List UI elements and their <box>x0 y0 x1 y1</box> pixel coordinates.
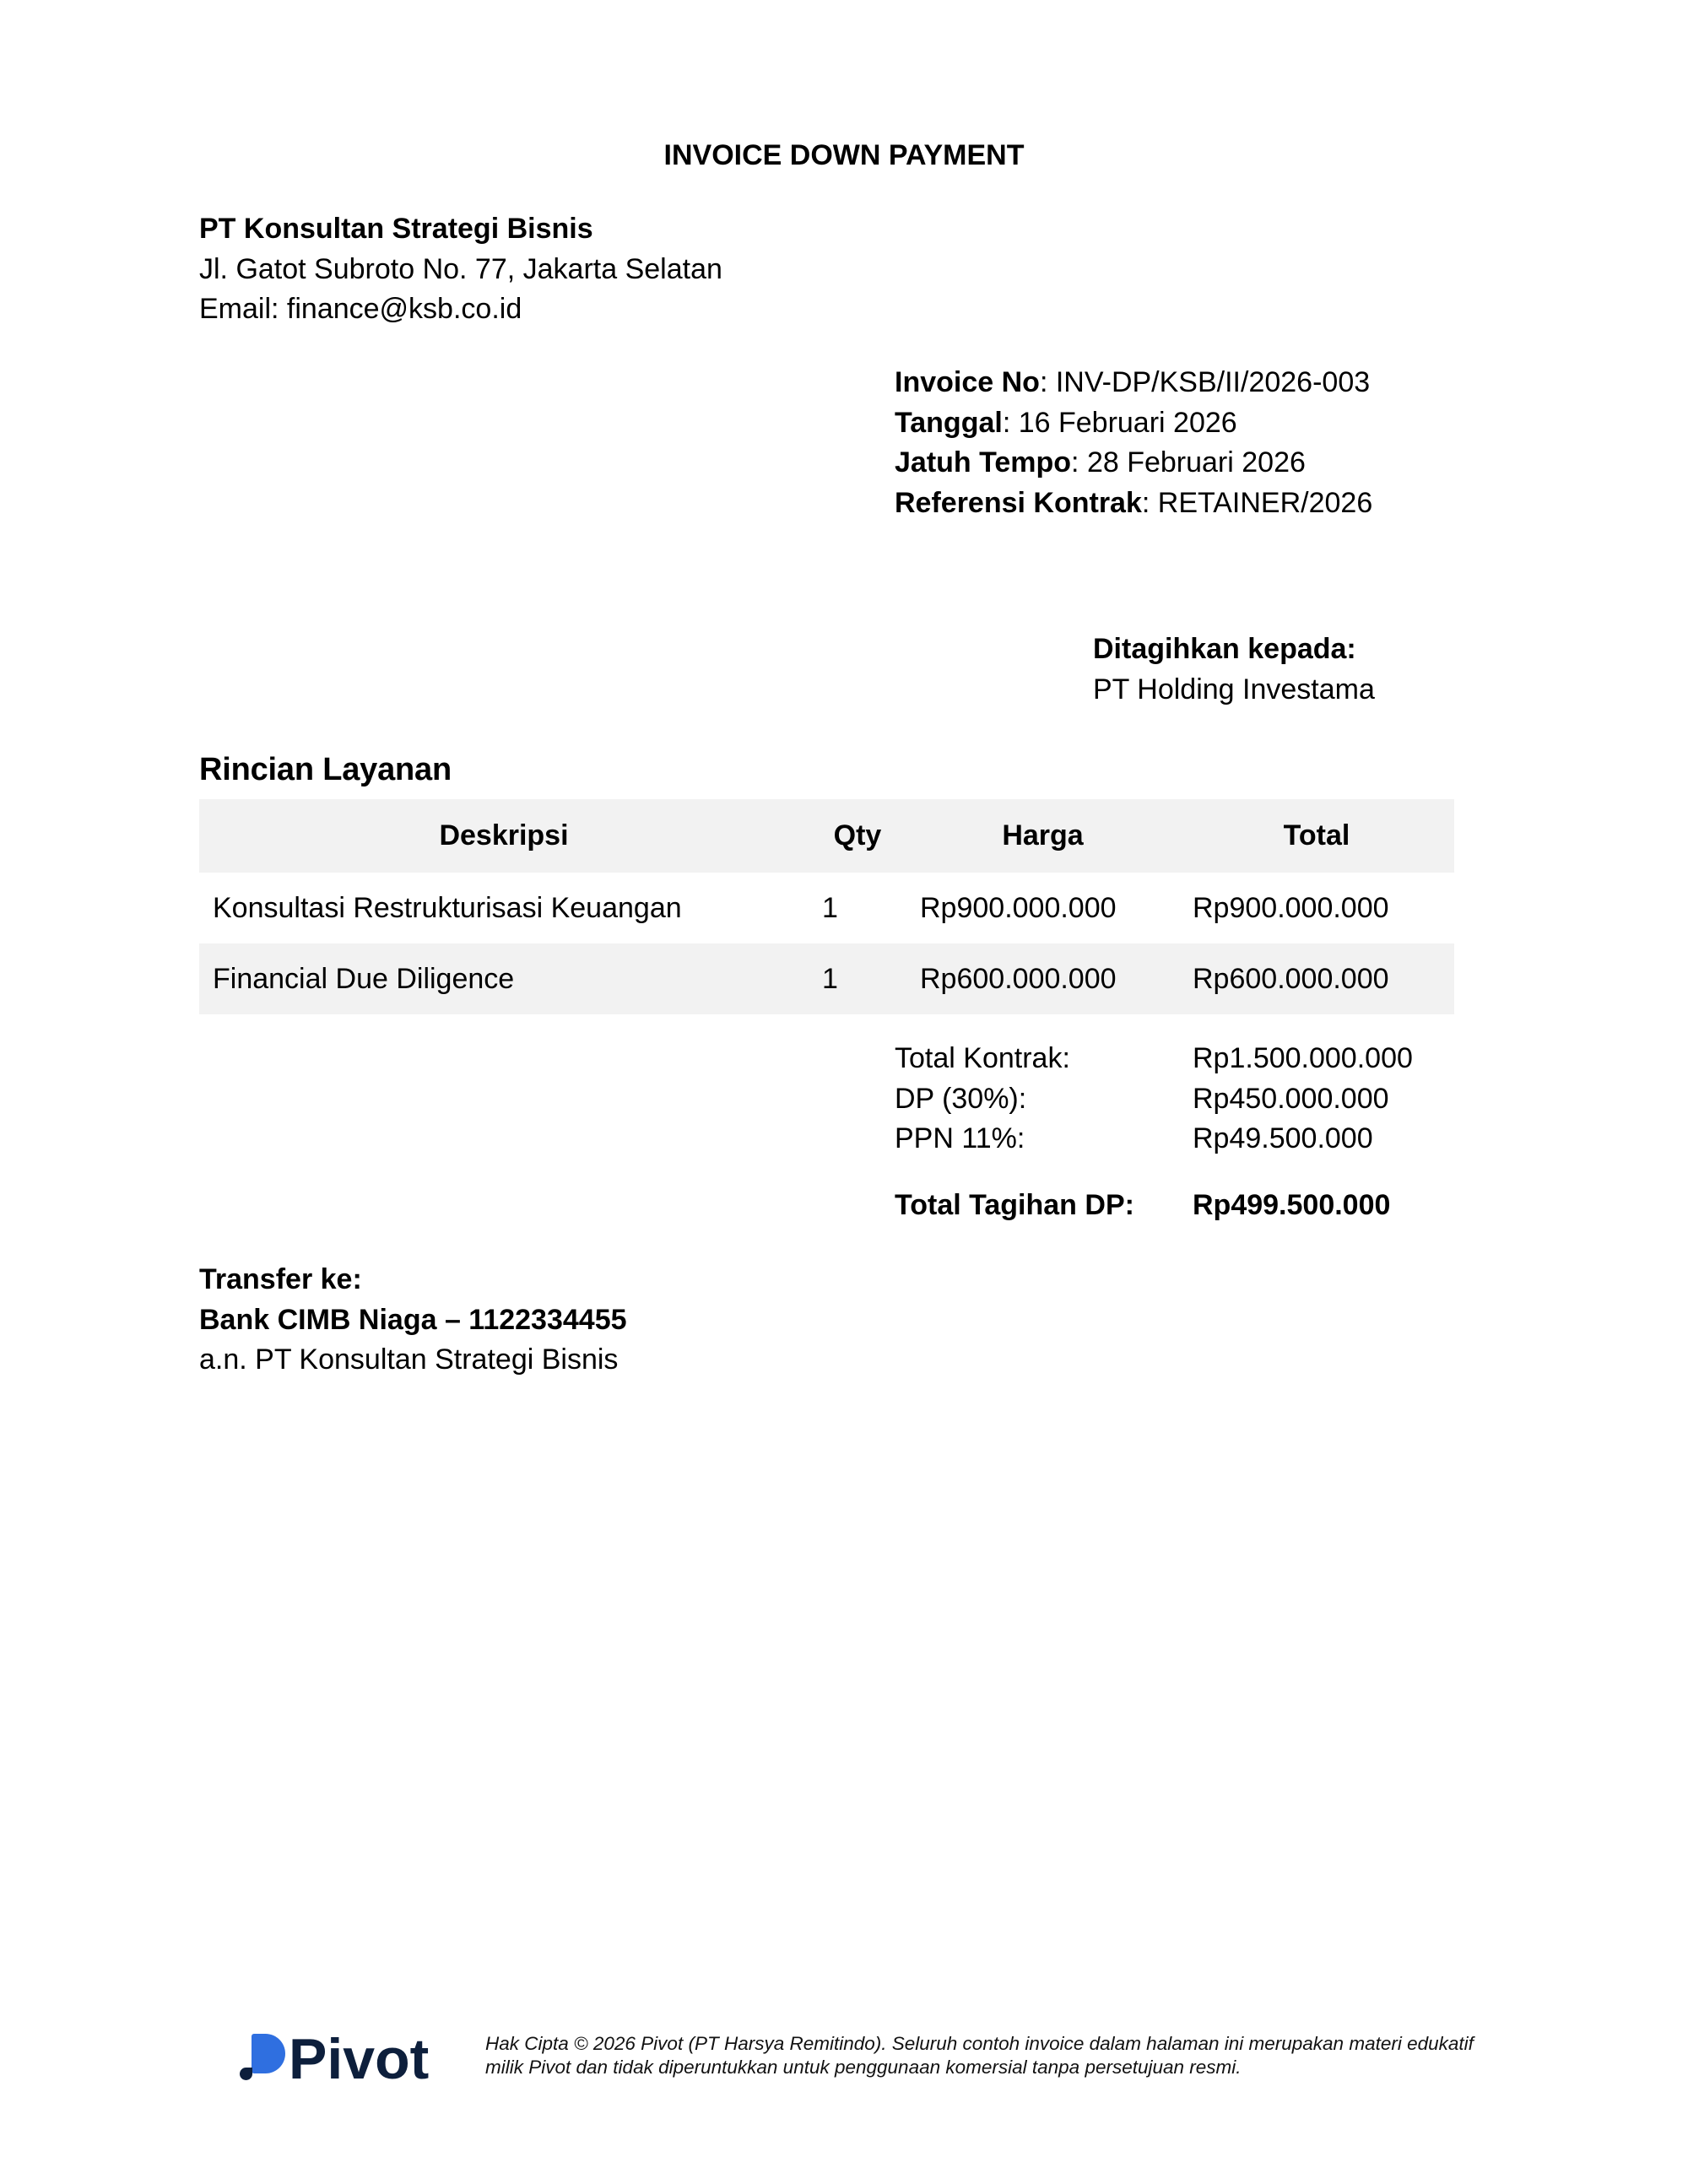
copyright-line-1: Hak Cipta © 2026 Pivot (PT Harsya Remitindo). Seluruh contoh invoice dalam halaman ini merupakan materi edukatif <box>485 2033 1474 2054</box>
totals-block <box>895 1039 1413 1225</box>
pivot-wordmark: Pivot <box>289 2027 430 2091</box>
invoice-date-label: Tanggal <box>895 406 1003 439</box>
account-holder: a.n. PT Konsultan Strategi Bisnis <box>199 1343 619 1376</box>
table-row <box>199 943 1454 1014</box>
invoice-date-line <box>895 403 1372 444</box>
payment-block <box>199 1260 627 1381</box>
invoice-number-line <box>895 363 1372 403</box>
bill-to-label: Ditagihkan kepada: <box>1093 633 1356 665</box>
table-row <box>199 873 1454 943</box>
logo-dot <box>240 2068 252 2080</box>
down-payment-label: DP (30%): <box>895 1082 1027 1115</box>
pivot-logo-icon <box>238 2029 287 2083</box>
item-qty: 1 <box>822 962 838 995</box>
bank-account: Bank CIMB Niaga – 1122334455 <box>199 1303 627 1336</box>
issuer-name: PT Konsultan Strategi Bisnis <box>199 213 593 245</box>
due-date-value: : 28 Februari 2026 <box>1071 446 1306 478</box>
bill-to-block <box>1093 630 1375 710</box>
total-contract-value: Rp1.500.000.000 <box>1193 1042 1413 1074</box>
grand-total-label: Total Tagihan DP: <box>895 1188 1134 1221</box>
due-date-line <box>895 443 1372 484</box>
copyright-notice <box>485 2032 1474 2079</box>
item-price: Rp600.000.000 <box>920 962 1117 995</box>
grand-total-value: Rp499.500.000 <box>1193 1188 1391 1221</box>
vat-label: PPN 11%: <box>895 1122 1025 1154</box>
total-contract-row <box>895 1039 1413 1079</box>
column-header-qty: Qty <box>833 819 882 851</box>
items-table <box>199 799 1454 1014</box>
item-total: Rp600.000.000 <box>1193 962 1389 995</box>
invoice-number-value: : INV-DP/KSB/II/2026-003 <box>1039 366 1371 398</box>
issuer-address: Jl. Gatot Subroto No. 77, Jakarta Selatan <box>199 252 722 285</box>
invoice-number-label: Invoice No <box>895 366 1040 398</box>
contract-ref-value: : RETAINER/2026 <box>1141 486 1373 519</box>
invoice-date-value: : 16 Februari 2026 <box>1002 406 1237 439</box>
issuer-email: Email: finance@ksb.co.id <box>199 293 522 325</box>
invoice-meta <box>895 363 1372 523</box>
contract-ref-line <box>895 484 1372 524</box>
bill-to-name: PT Holding Investama <box>1093 673 1375 705</box>
item-description: Financial Due Diligence <box>213 962 515 995</box>
due-date-label: Jatuh Tempo <box>895 446 1072 478</box>
vat-row <box>895 1119 1413 1160</box>
item-qty: 1 <box>822 891 838 924</box>
issuer-block <box>199 209 722 330</box>
section-heading: Rincian Layanan <box>199 752 452 787</box>
pivot-logo <box>238 2027 430 2091</box>
document-title: INVOICE DOWN PAYMENT <box>663 139 1025 171</box>
payment-label: Transfer ke: <box>199 1263 362 1295</box>
total-contract-label: Total Kontrak: <box>895 1042 1070 1074</box>
column-header-description: Deskripsi <box>439 819 569 851</box>
logo-p-shape <box>252 2034 285 2073</box>
vat-value: Rp49.500.000 <box>1193 1122 1373 1154</box>
copyright-line-2: milik Pivot dan tidak diperuntukkan untuk penggunaan komersial tanpa persetujuan resmi. <box>485 2057 1242 2078</box>
item-description: Konsultasi Restrukturisasi Keuangan <box>213 891 682 924</box>
grand-total-row <box>895 1186 1413 1226</box>
table-header-row <box>199 799 1454 873</box>
down-payment-row <box>895 1079 1413 1120</box>
down-payment-value: Rp450.000.000 <box>1193 1082 1389 1115</box>
column-header-total: Total <box>1283 819 1350 851</box>
item-price: Rp900.000.000 <box>920 891 1117 924</box>
column-header-price: Harga <box>1002 819 1084 851</box>
contract-ref-label: Referensi Kontrak <box>895 486 1142 519</box>
item-total: Rp900.000.000 <box>1193 891 1389 924</box>
